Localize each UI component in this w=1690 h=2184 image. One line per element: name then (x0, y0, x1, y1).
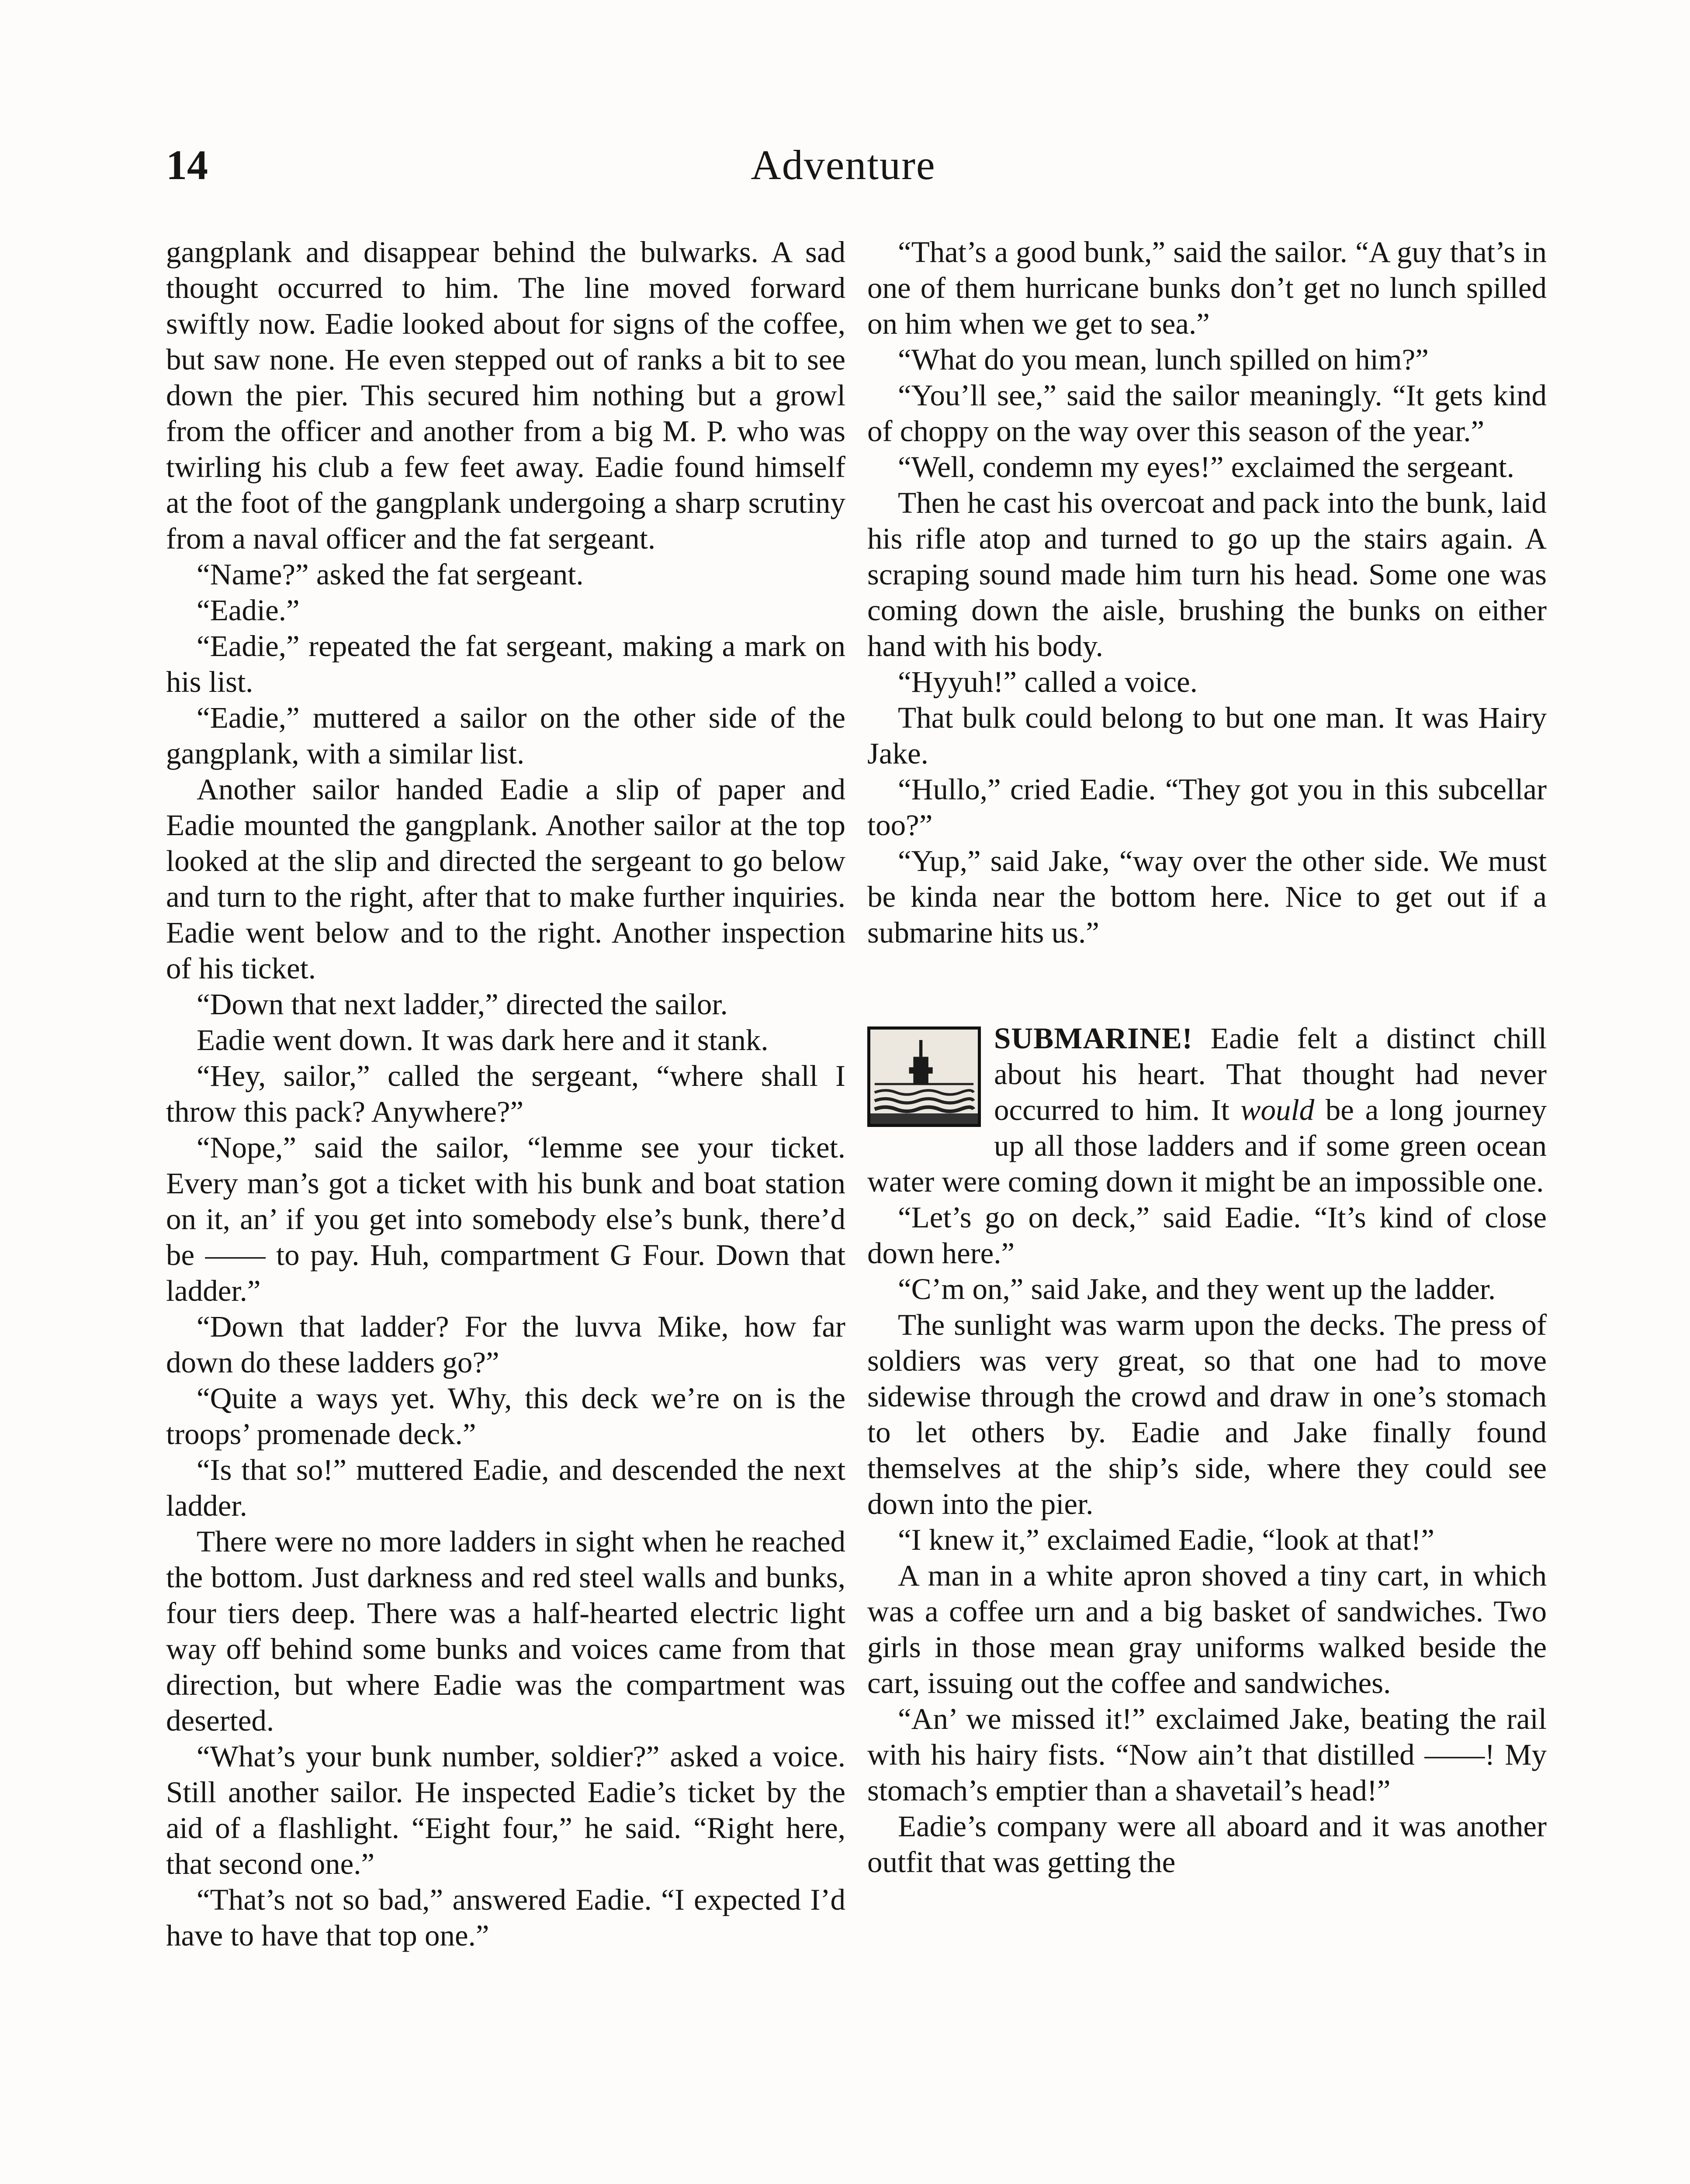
section-lead (867, 1020, 1547, 1199)
ship-at-sea-vignette-icon (867, 1026, 981, 1127)
paragraph: “You’ll see,” said the sailor meaningly. “It gets kind of choppy on the way over this season of the year.” (867, 379, 1547, 448)
paragraph: That bulk could belong to but one man. It was Hairy Jake. (867, 701, 1547, 770)
paragraph: “Well, condemn my eyes!” exclaimed the sergeant. (898, 450, 1514, 484)
section-lead-emphasis: would (1240, 1093, 1315, 1127)
paragraph: “Eadie,” repeated the fat sergeant, making a mark on his list. (166, 629, 845, 698)
right-column (867, 234, 1547, 1880)
paragraph: “Let’s go on deck,” said Eadie. “It’s kind of close down here.” (867, 1201, 1547, 1270)
page-number: 14 (166, 142, 208, 188)
section-break (867, 950, 1547, 1020)
paragraph: “What do you mean, lunch spilled on him?” (898, 343, 1429, 376)
left-column (166, 234, 845, 1953)
section-lead-text: Eadie felt a distinct chill about his heart. That thought had never occurred to him. It (994, 1022, 1547, 1127)
paragraph: There were no more ladders in sight when he reached the bottom. Just darkness and red steel walls and bunks, four tiers deep. There was a half-hearted electric light way off behind some bunks and voices came from that direction, but where Eadie was the compartment was deserted. (166, 1525, 845, 1737)
paragraph: gangplank and disappear behind the bulwarks. A sad thought occurred to him. The line moved forward swiftly now. Eadie looked about for signs of the coffee, but saw none. He even stepped out of ranks a bit to see down the pier. This secured him nothing but a growl from the officer and another from a big M. P. who was twirling his club a few feet away. Eadie found himself at the foot of the gangplank undergoing a sharp scrutiny from a naval officer and the fat sergeant. (166, 235, 845, 555)
paragraph: “Hullo,” cried Eadie. “They got you in this subcellar too?” (867, 773, 1547, 842)
paragraph: “An’ we missed it!” exclaimed Jake, beating the rail with his hairy fists. “Now ain’t that distilled ——! My stomach’s emptier than a shavetail’s head!” (867, 1702, 1547, 1807)
paragraph: “I knew it,” exclaimed Eadie, “look at that!” (898, 1523, 1435, 1556)
magazine-title: Adventure (751, 142, 936, 188)
paragraph: “Hyyuh!” called a voice. (898, 665, 1198, 698)
section-lead-text-end: be a long journey up all those ladders and if some green ocean water were coming down it might be an impossible one. (867, 1093, 1547, 1198)
paragraph: Another sailor handed Eadie a slip of paper and Eadie mounted the gangplank. Another sailor at the top looked at the slip and directed the sergeant to go below and turn to the right, after that to make further inquiries. Eadie went below and to the right. Another inspection of his ticket. (166, 773, 845, 985)
section-lead-word: SUBMARINE! (994, 1022, 1193, 1055)
paragraph: Then he cast his overcoat and pack into the bunk, laid his rifle atop and turned to go up the stairs again. A scraping sound made him turn his head. Some one was coming down the aisle, brushing the bunks on either hand with his body. (867, 486, 1547, 663)
paragraph: A man in a white apron shoved a tiny cart, in which was a coffee urn and a big basket of sandwiches. Two girls in those mean gray uniforms walked beside the cart, issuing out the coffee and sandwiches. (867, 1559, 1547, 1700)
page-header (166, 139, 1520, 200)
paragraph: “Is that so!” muttered Eadie, and descended the next ladder. (166, 1453, 845, 1522)
paragraph: “Down that next ladder,” directed the sailor. (197, 988, 728, 1021)
paragraph: “What’s your bunk number, soldier?” asked a voice. Still another sailor. He inspected Eadie’s ticket by the aid of a flashlight. “Eight four,” he said. “Right here, that second one.” (166, 1740, 845, 1880)
paragraph: “That’s not so bad,” answered Eadie. “I expected I’d have to have that top one.” (166, 1883, 845, 1952)
paragraph: “Nope,” said the sailor, “lemme see your ticket. Every man’s got a ticket with his bunk and boat station on it, an’ if you get into somebody else’s bunk, there’d be —— to pay. Huh, compartment G Four. Down that ladder.” (166, 1131, 845, 1307)
paragraph: The sunlight was warm upon the decks. The press of soldiers was very great, so that one had to move sidewise through the crowd and draw in one’s stomach to let others by. Eadie and Jake finally found themselves at the ship’s side, where they could see down into the pier. (867, 1308, 1547, 1521)
paragraph: “That’s a good bunk,” said the sailor. “A guy that’s in one of them hurricane bunks don’t get no lunch spilled on him when we get to sea.” (867, 235, 1547, 340)
paragraph: “Hey, sailor,” called the sergeant, “where shall I throw this pack? Anywhere?” (166, 1059, 845, 1128)
paragraph: “Quite a ways yet. Why, this deck we’re on is the troops’ promenade deck.” (166, 1382, 845, 1451)
paragraph: “Name?” asked the fat sergeant. (197, 558, 584, 591)
paragraph: “Eadie.” (197, 594, 300, 627)
paragraph: “Yup,” said Jake, “way over the other side. We must be kinda near the bottom here. Nice to get out if a submarine hits us.” (867, 844, 1547, 949)
paragraph: “C’m on,” said Jake, and they went up the ladder. (898, 1272, 1496, 1306)
paragraph: Eadie went down. It was dark here and it stank. (197, 1023, 769, 1057)
paragraph: “Eadie,” muttered a sailor on the other side of the gangplank, with a similar list. (166, 701, 845, 770)
paragraph: “Down that ladder? For the luvva Mike, how far down do these ladders go?” (166, 1310, 845, 1379)
paragraph: Eadie’s company were all aboard and it was another outfit that was getting the (867, 1810, 1547, 1879)
